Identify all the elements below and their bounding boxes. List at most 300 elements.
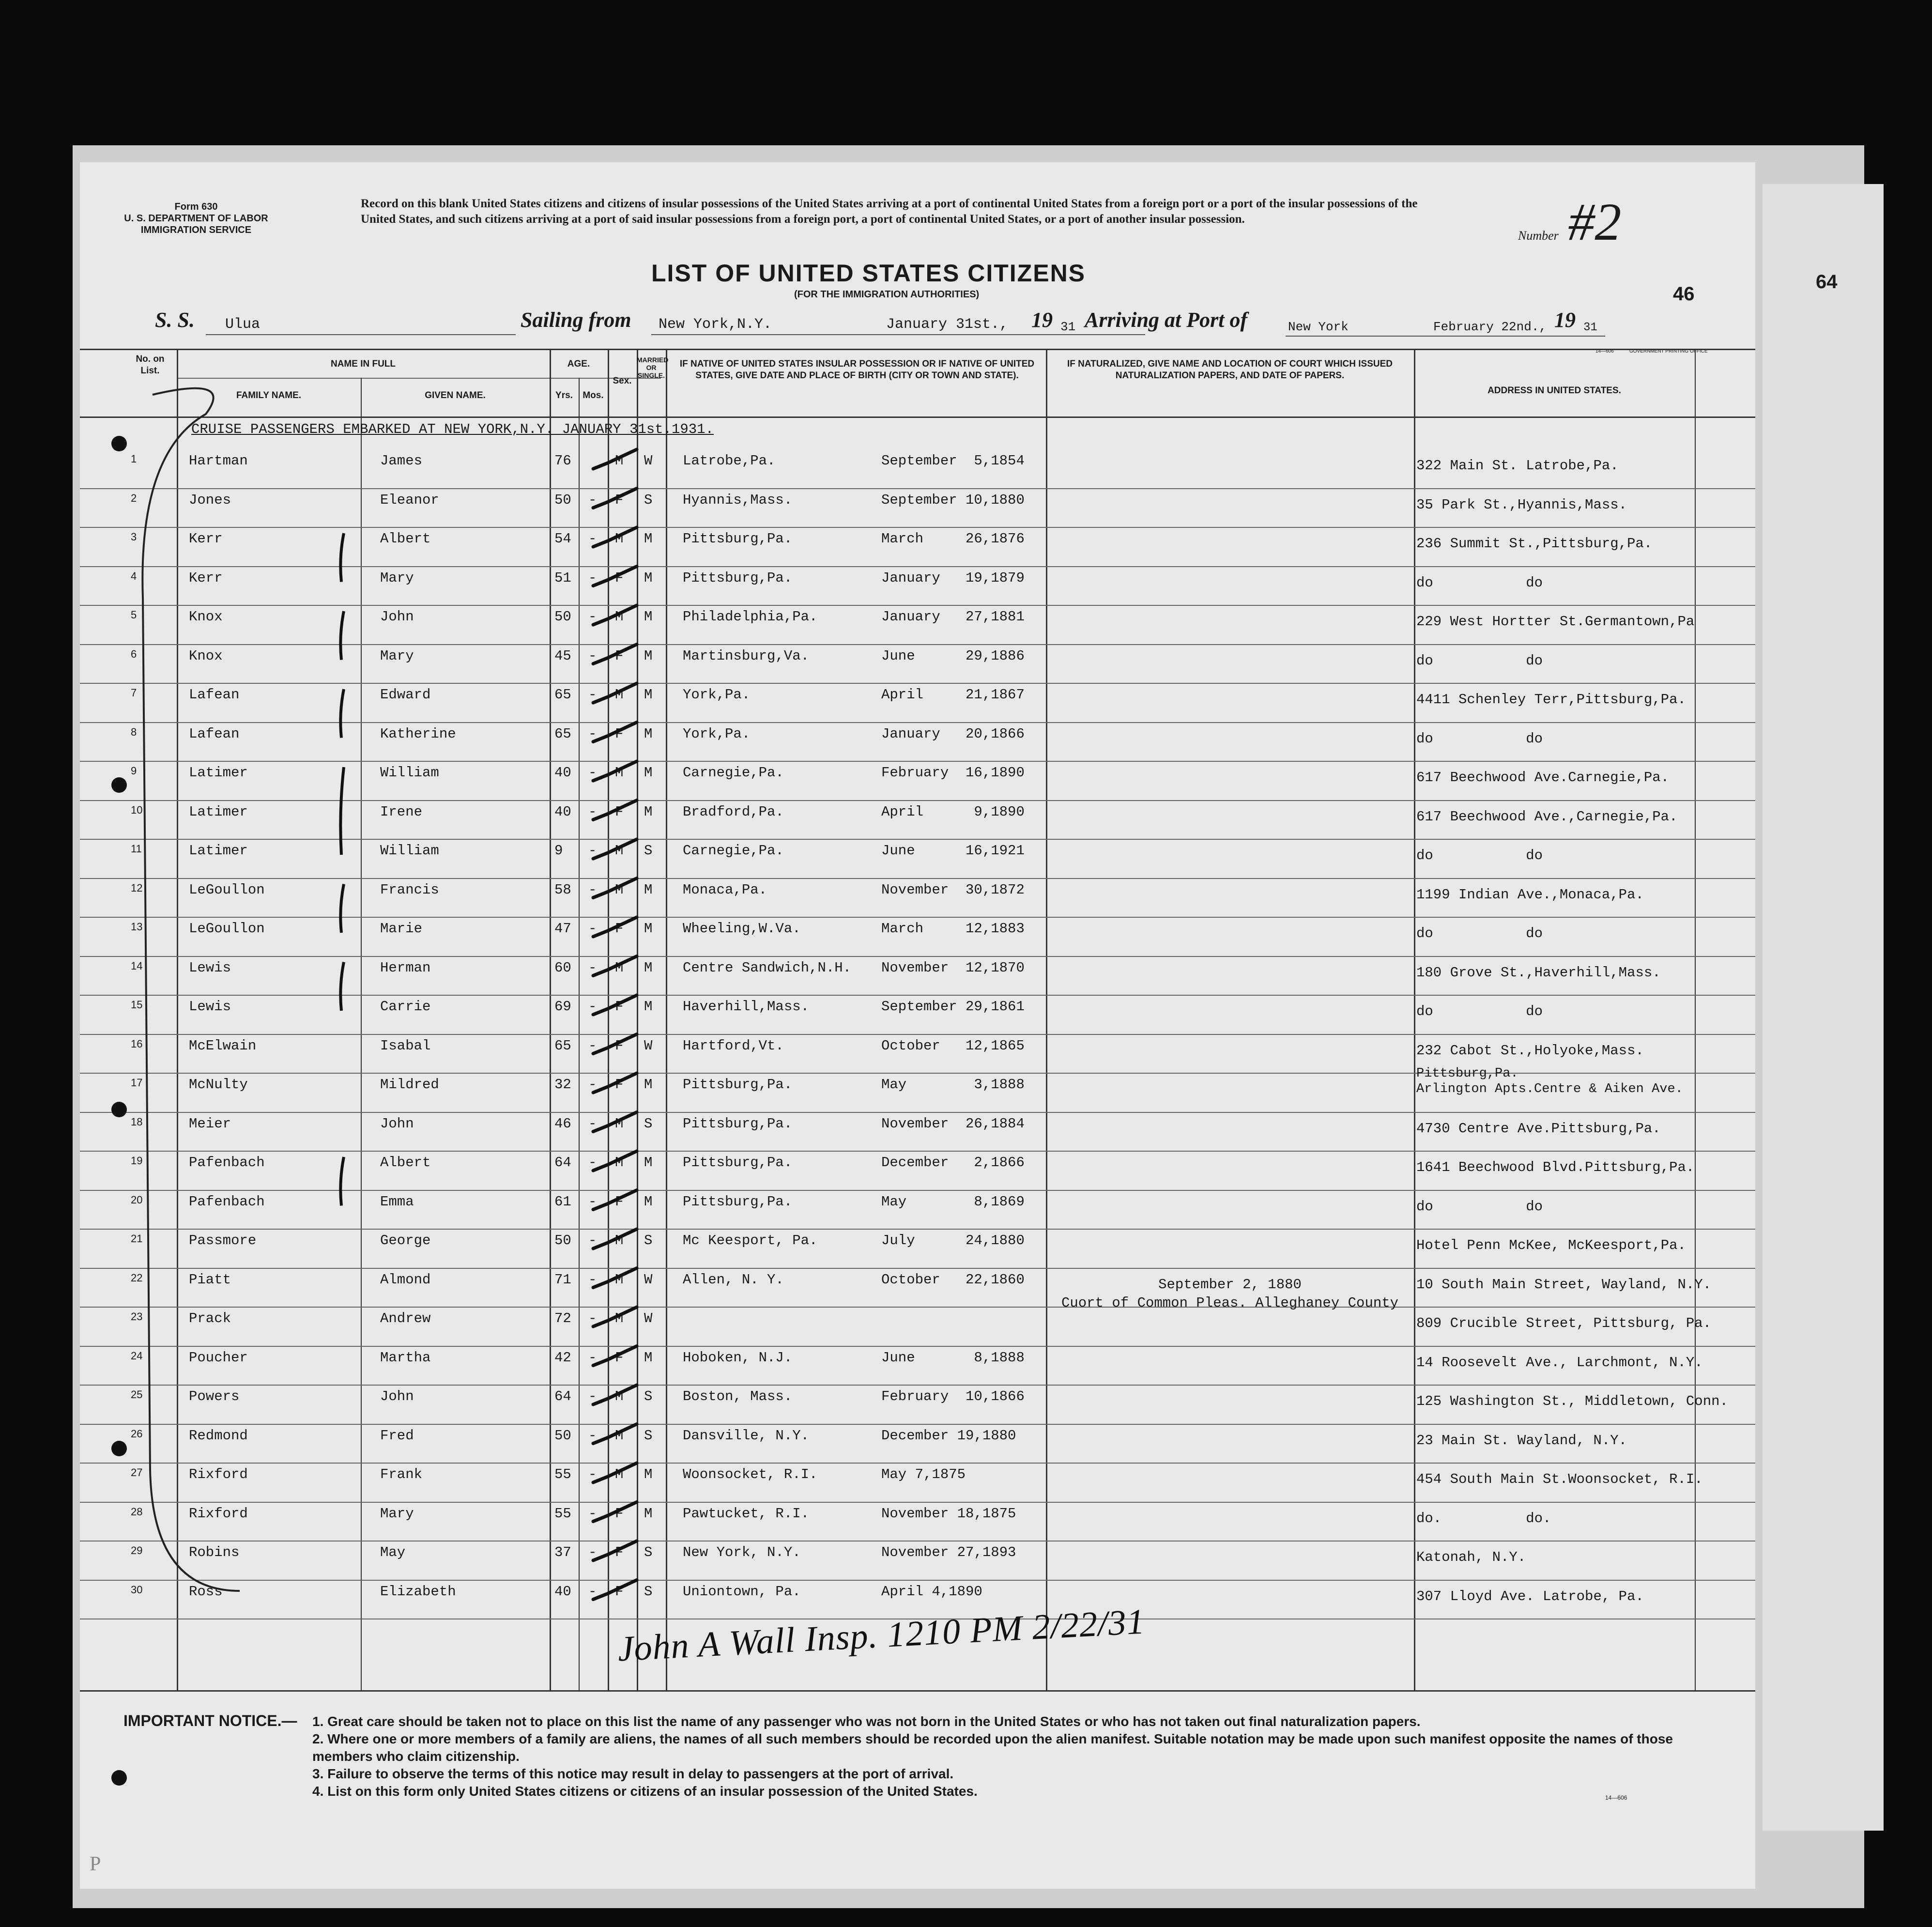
marital-status: M: [644, 921, 653, 937]
row-number: 13: [131, 921, 143, 933]
family-name: Lafean: [189, 725, 240, 742]
address: 125 Washington St., Middletown, Conn.: [1416, 1393, 1728, 1409]
age-months: -: [588, 1388, 597, 1404]
col-no: No. on List.: [136, 354, 165, 376]
row-number: 20: [131, 1193, 143, 1206]
birth-place: Dansville, N.Y.: [683, 1427, 810, 1444]
birth-date: May 3,1888: [881, 1077, 1025, 1093]
given-name: John: [380, 1388, 414, 1404]
check-mark: [593, 839, 637, 859]
check-mark: [593, 1307, 637, 1326]
row-number: 25: [131, 1388, 143, 1401]
marital-status: M: [644, 531, 653, 547]
given-name: John: [380, 609, 414, 625]
family-bracket: [340, 611, 344, 660]
birth-date: September 29,1861: [881, 999, 1025, 1015]
row-number: 16: [131, 1037, 143, 1050]
year-prefix-2: 19: [1554, 308, 1576, 332]
family-name: Kerr: [189, 570, 223, 586]
age-years: 71: [554, 1271, 571, 1288]
sex: M: [615, 1388, 624, 1404]
marital-status: W: [644, 1271, 653, 1288]
row-number: 23: [131, 1310, 143, 1323]
address: 23 Main St. Wayland, N.Y.: [1416, 1432, 1627, 1449]
birth-place: Martinsburg,Va.: [683, 647, 810, 664]
address: do do: [1416, 848, 1543, 863]
row-number: 18: [131, 1115, 143, 1128]
age-months: -: [588, 1544, 597, 1560]
address: 180 Grove St.,Haverhill,Mass.: [1416, 964, 1661, 981]
birth-place: Boston, Mass.: [683, 1388, 793, 1404]
family-bracket: [340, 884, 344, 933]
family-name: McElwain: [189, 1037, 257, 1054]
age-years: 42: [554, 1349, 571, 1366]
age-months: -: [588, 725, 597, 742]
age-months: -: [588, 1427, 597, 1444]
family-name: Rixford: [189, 1505, 248, 1522]
age-years: 47: [554, 921, 571, 937]
address: do do: [1416, 652, 1543, 669]
sex: F: [615, 725, 624, 742]
check-mark: [593, 801, 637, 820]
check-mark: [593, 1073, 637, 1093]
age-months: -: [588, 959, 597, 976]
marital-status: M: [644, 803, 653, 820]
birth-date: February 16,1890: [881, 765, 1025, 781]
marital-status: S: [644, 843, 653, 859]
marital-status: S: [644, 1233, 653, 1249]
sailing-from: New York,N.Y.: [659, 316, 772, 333]
birth-place: Hyannis,Mass.: [683, 492, 793, 508]
age-years: 72: [554, 1310, 571, 1326]
row-number: 27: [131, 1466, 143, 1479]
family-name: Lafean: [189, 687, 240, 703]
age-years: 37: [554, 1544, 571, 1560]
sex: F: [615, 1349, 624, 1366]
row-number: 4: [131, 570, 137, 582]
address: 10 South Main Street, Wayland, N.Y.: [1416, 1276, 1712, 1293]
row-number: 2: [131, 492, 137, 504]
sailing-from-label: Sailing from: [521, 308, 631, 332]
birth-date: June 8,1888: [881, 1349, 1025, 1366]
given-name: May: [380, 1544, 406, 1560]
given-name: William: [380, 765, 439, 781]
row-number: 5: [131, 609, 137, 621]
birth-date: April 9,1890: [881, 803, 1025, 820]
document-page: [80, 162, 1838, 1889]
given-name: Eleanor: [380, 492, 439, 508]
sex: M: [615, 1271, 624, 1288]
col-sex: Sex.: [613, 376, 632, 386]
sex: F: [615, 1505, 624, 1522]
arriving-date: February 22nd.,: [1433, 320, 1547, 334]
address: 4411 Schenley Terr,Pittsburg,Pa.: [1416, 692, 1686, 708]
birth-place: Wheeling,W.Va.: [683, 921, 801, 937]
family-name: Lewis: [189, 999, 231, 1015]
birth-place: Carnegie,Pa.: [683, 843, 784, 859]
age-months: -: [588, 1349, 597, 1366]
row-number: 14: [131, 959, 143, 972]
age-years: 40: [554, 803, 571, 820]
sex: M: [615, 609, 624, 625]
age-months: -: [588, 609, 597, 625]
page-stack-edge: [1763, 184, 1884, 1831]
age-months: -: [588, 921, 597, 937]
birth-date: November 18,1875: [881, 1505, 1016, 1522]
family-name: Piatt: [189, 1271, 231, 1288]
address: 322 Main St. Latrobe,Pa.: [1416, 458, 1619, 474]
sex: F: [615, 492, 624, 508]
number-label: Number: [1518, 229, 1559, 243]
birth-date: July 24,1880: [881, 1233, 1025, 1249]
marital-status: M: [644, 647, 653, 664]
notice-item-1: 1. Great care should be taken not to place on this list the name of any passenger who was not born in the United States or who has not taken out final naturalization papers.: [312, 1714, 1421, 1729]
address: do do: [1416, 925, 1543, 941]
marital-status: S: [644, 1544, 653, 1560]
birth-place: Pittsburg,Pa.: [683, 1155, 793, 1171]
check-mark: [593, 1190, 637, 1210]
page-subtitle: (FOR THE IMMIGRATION AUTHORITIES): [794, 289, 980, 300]
birth-place: Pawtucket, R.I.: [683, 1505, 810, 1522]
age-months: -: [588, 1310, 597, 1326]
marital-status: M: [644, 1505, 653, 1522]
sex: M: [615, 1427, 624, 1444]
age-years: 64: [554, 1388, 571, 1404]
given-name: Mary: [380, 570, 414, 586]
year-prefix-1: 19: [1031, 308, 1053, 332]
sex: F: [615, 647, 624, 664]
birth-date: May 8,1869: [881, 1193, 1025, 1210]
given-name: Mary: [380, 647, 414, 664]
family-name: Ross: [189, 1583, 223, 1600]
marital-status: M: [644, 1466, 653, 1482]
birth-place: Hoboken, N.J.: [683, 1349, 793, 1366]
birth-date: June 16,1921: [881, 843, 1025, 859]
row-number: 24: [131, 1349, 143, 1362]
stamped-page-number: 64: [1816, 271, 1838, 293]
address: do do: [1416, 730, 1543, 747]
family-name: Lewis: [189, 959, 231, 976]
address: Hotel Penn McKee, McKeesport,Pa.: [1416, 1237, 1686, 1253]
birth-date: October 22,1860: [881, 1271, 1025, 1288]
marital-status: M: [644, 959, 653, 976]
age-months: -: [588, 1115, 597, 1132]
arriving-label: Arriving at Port of: [1085, 308, 1248, 332]
birth-date: November 30,1872: [881, 881, 1025, 898]
address: 4730 Centre Ave.Pittsburg,Pa.: [1416, 1120, 1661, 1137]
birth-place: Woonsocket, R.I.: [683, 1466, 818, 1482]
age-months: -: [588, 843, 597, 859]
address: 14 Roosevelt Ave., Larchmont, N.Y.: [1416, 1354, 1703, 1371]
family-bracket: [340, 689, 344, 738]
birth-date: September 10,1880: [881, 492, 1025, 508]
birth-place: Bradford,Pa.: [683, 803, 784, 820]
print-code: 14—606: [1595, 349, 1614, 354]
address: Katonah, N.Y.: [1416, 1549, 1526, 1565]
row-number: 28: [131, 1505, 143, 1518]
check-mark: [593, 723, 637, 742]
form-number: Form 630: [174, 201, 218, 212]
sex: M: [615, 765, 624, 781]
birth-date: May 7,1875: [881, 1466, 966, 1482]
birth-date: March 26,1876: [881, 531, 1025, 547]
check-mark: [593, 645, 637, 664]
row-number: 26: [131, 1427, 143, 1440]
family-bracket: [340, 1157, 344, 1206]
age-years: 9: [554, 843, 563, 859]
birth-place: Mc Keesport, Pa.: [683, 1233, 818, 1249]
given-name: Andrew: [380, 1310, 431, 1326]
birth-date: April 21,1867: [881, 687, 1025, 703]
margin-stroke: [142, 388, 240, 1591]
birth-place: Haverhill,Mass.: [683, 999, 810, 1015]
given-name: Fred: [380, 1427, 414, 1444]
sex: M: [615, 1310, 624, 1326]
birth-place: York,Pa.: [683, 725, 751, 742]
age-years: 76: [554, 453, 571, 469]
marital-status: S: [644, 1427, 653, 1444]
check-mark: [593, 1502, 637, 1522]
col-name-in-full: NAME IN FULL: [330, 359, 396, 369]
sex: M: [615, 1466, 624, 1482]
row-number: 29: [131, 1544, 143, 1557]
given-name: William: [380, 843, 439, 859]
age-years: 65: [554, 725, 571, 742]
sex: F: [615, 999, 624, 1015]
sex: F: [615, 1037, 624, 1054]
check-mark: [593, 605, 637, 625]
row-number: 7: [131, 687, 137, 699]
ss-label: S. S.: [155, 308, 195, 332]
birth-place: York,Pa.: [683, 687, 751, 703]
age-months: -: [588, 1155, 597, 1171]
family-name: LeGoullon: [189, 921, 265, 937]
check-mark: [593, 449, 637, 469]
family-bracket: [340, 533, 344, 582]
family-name: Kerr: [189, 531, 223, 547]
age-years: 55: [554, 1505, 571, 1522]
sex: M: [615, 1155, 624, 1171]
check-mark: [593, 995, 637, 1015]
given-name: Katherine: [380, 725, 456, 742]
address: do do: [1416, 574, 1543, 591]
age-months: -: [588, 1037, 597, 1054]
family-name: Pafenbach: [189, 1155, 265, 1171]
marital-status: M: [644, 765, 653, 781]
sex: F: [615, 570, 624, 586]
col-given-name: GIVEN NAME.: [425, 390, 486, 401]
year-suffix-2: 31: [1583, 321, 1597, 334]
given-name: Almond: [380, 1271, 431, 1288]
sex: M: [615, 881, 624, 898]
check-mark: [593, 1541, 637, 1560]
marital-status: M: [644, 687, 653, 703]
age-years: 54: [554, 531, 571, 547]
family-name: Redmond: [189, 1427, 248, 1444]
family-name: Passmore: [189, 1233, 257, 1249]
number-value: #2: [1568, 192, 1622, 251]
age-months: -: [588, 492, 597, 508]
birth-date: January 19,1879: [881, 570, 1025, 586]
row-number: 17: [131, 1077, 143, 1089]
printing-office: GOVERNMENT PRINTING OFFICE: [1629, 349, 1708, 354]
age-months: -: [588, 647, 597, 664]
birth-date: November 26,1884: [881, 1115, 1025, 1132]
family-bracket: [340, 767, 344, 855]
family-name: McNulty: [189, 1077, 248, 1093]
birth-date: February 10,1866: [881, 1388, 1025, 1404]
age-years: 45: [554, 647, 571, 664]
family-name: Robins: [189, 1544, 240, 1560]
year-suffix-1: 31: [1060, 320, 1076, 334]
sex: M: [615, 1233, 624, 1249]
address: do do: [1416, 1003, 1543, 1019]
birth-place: Latrobe,Pa.: [683, 453, 776, 469]
given-name: Herman: [380, 959, 431, 976]
age-months: -: [588, 1583, 597, 1600]
sex: M: [615, 843, 624, 859]
given-name: Frank: [380, 1466, 423, 1482]
age-months: -: [588, 1077, 597, 1093]
row-number: 1: [131, 453, 137, 465]
age-months: -: [588, 803, 597, 820]
family-name: Meier: [189, 1115, 231, 1132]
age-months: -: [588, 1271, 597, 1288]
check-mark: [593, 879, 637, 898]
notice-heading: IMPORTANT NOTICE.—: [123, 1712, 297, 1729]
given-name: Mildred: [380, 1077, 439, 1093]
birth-place: Pittsburg,Pa.: [683, 531, 793, 547]
check-mark: [593, 1346, 637, 1366]
birth-date: November 12,1870: [881, 959, 1025, 976]
family-name: Prack: [189, 1310, 231, 1326]
marital-status: M: [644, 609, 653, 625]
row-number: 9: [131, 765, 137, 777]
family-name: Knox: [189, 647, 223, 664]
birth-place: Pittsburg,Pa.: [683, 1193, 793, 1210]
check-mark: [593, 1424, 637, 1444]
notice-item-2: 2. Where one or more members of a family are aliens, the names of all such members should be recorded upon the alien manifest. Suitable notation may be made upon such manifest opposite the names of those members who claim citizenship.: [312, 1731, 1673, 1764]
marital-status: M: [644, 1077, 653, 1093]
family-name: Jones: [189, 492, 231, 508]
check-mark: [593, 1385, 637, 1404]
birth-place: Pittsburg,Pa.: [683, 1077, 793, 1093]
age-months: -: [588, 1193, 597, 1210]
department: U. S. DEPARTMENT OF LABOR: [124, 213, 268, 224]
notice-code: 14—606: [1605, 1794, 1627, 1801]
notice-item-3: 3. Failure to observe the terms of this notice may result in delay to passengers at the port of arrival.: [312, 1766, 954, 1781]
address: 35 Park St.,Hyannis,Mass.: [1416, 496, 1627, 513]
address: 617 Beechwood Ave.Carnegie,Pa.: [1416, 770, 1670, 786]
col-address: ADDRESS IN UNITED STATES.: [1487, 385, 1621, 396]
row-number: 30: [131, 1583, 143, 1596]
age-months: -: [588, 570, 597, 586]
record-instructions: Record on this blank United States citizens and citizens of insular possessions of the United States arriving at a port of continental United States from a foreign port or a port of the insular possessions of the United States, and such citizens arriving at a port of said insular possessions from a foreign port, a port of continental United States, or a port of another insular possession.: [361, 197, 1418, 226]
family-name: Rixford: [189, 1466, 248, 1482]
birth-date: January 20,1866: [881, 725, 1025, 742]
birth-place: Pittsburg,Pa.: [683, 570, 793, 586]
given-name: Martha: [380, 1349, 431, 1366]
given-name: Albert: [380, 1155, 431, 1171]
age-years: 65: [554, 1037, 571, 1054]
age-years: 51: [554, 570, 571, 586]
marital-status: S: [644, 1388, 653, 1404]
age-years: 40: [554, 1583, 571, 1600]
address: 307 Lloyd Ave. Latrobe, Pa.: [1416, 1588, 1644, 1604]
sex: F: [615, 1077, 624, 1093]
age-months: -: [588, 999, 597, 1015]
sex: F: [615, 803, 624, 820]
check-mark: [593, 761, 637, 781]
marital-status: S: [644, 492, 653, 508]
family-name: Latimer: [189, 843, 248, 859]
row-number: 15: [131, 999, 143, 1011]
check-mark: [593, 1151, 637, 1171]
given-name: Irene: [380, 803, 423, 820]
family-name: Hartman: [189, 453, 248, 469]
address: 454 South Main St.Woonsocket, R.I.: [1416, 1471, 1703, 1487]
birth-date: October 12,1865: [881, 1037, 1025, 1054]
sex: M: [615, 1115, 624, 1132]
marital-status: M: [644, 999, 653, 1015]
birth-place: Allen, N. Y.: [683, 1271, 784, 1288]
col-yrs: Yrs.: [555, 390, 573, 401]
address: 1199 Indian Ave.,Monaca,Pa.: [1416, 886, 1644, 903]
family-bracket: [340, 962, 344, 1011]
marital-status: W: [644, 453, 653, 469]
check-mark: [593, 1580, 637, 1600]
family-name: Powers: [189, 1388, 240, 1404]
given-name: James: [380, 453, 423, 469]
given-name: Francis: [380, 881, 439, 898]
given-name: Mary: [380, 1505, 414, 1522]
col-mos: Mos.: [583, 390, 604, 401]
given-name: Marie: [380, 921, 423, 937]
address: 809 Crucible Street, Pittsburg, Pa.: [1416, 1315, 1712, 1331]
naturalization-info: September 2, 1880 Cuort of Common Pleas. Alleghaney County: [1061, 1277, 1399, 1311]
page-number: 46: [1673, 283, 1695, 305]
marital-status: S: [644, 1583, 653, 1600]
given-name: George: [380, 1233, 431, 1249]
age-years: 46: [554, 1115, 571, 1132]
row-number: 6: [131, 647, 137, 660]
sex: F: [615, 1544, 624, 1560]
age-years: 50: [554, 1233, 571, 1249]
birth-date: January 27,1881: [881, 609, 1025, 625]
check-mark: [593, 956, 637, 976]
age-years: 65: [554, 687, 571, 703]
birth-place: Centre Sandwich,N.H.: [683, 959, 852, 976]
col-married: MARRIED OR SINGLE.: [637, 356, 669, 379]
sex: M: [615, 531, 624, 547]
marital-status: M: [644, 1193, 653, 1210]
age-months: -: [588, 687, 597, 703]
address: 236 Summit St.,Pittsburg,Pa.: [1416, 536, 1653, 552]
check-mark: [593, 1268, 637, 1288]
family-name: Latimer: [189, 765, 248, 781]
age-months: -: [588, 1505, 597, 1522]
check-mark: [593, 683, 637, 703]
given-name: Elizabeth: [380, 1583, 456, 1600]
age-months: -: [588, 765, 597, 781]
age-years: 60: [554, 959, 571, 976]
birth-date: September 5,1854: [881, 453, 1025, 469]
row-number: 19: [131, 1155, 143, 1167]
marital-status: W: [644, 1037, 653, 1054]
family-name: Knox: [189, 609, 223, 625]
age-years: 64: [554, 1155, 571, 1171]
age-years: 58: [554, 881, 571, 898]
